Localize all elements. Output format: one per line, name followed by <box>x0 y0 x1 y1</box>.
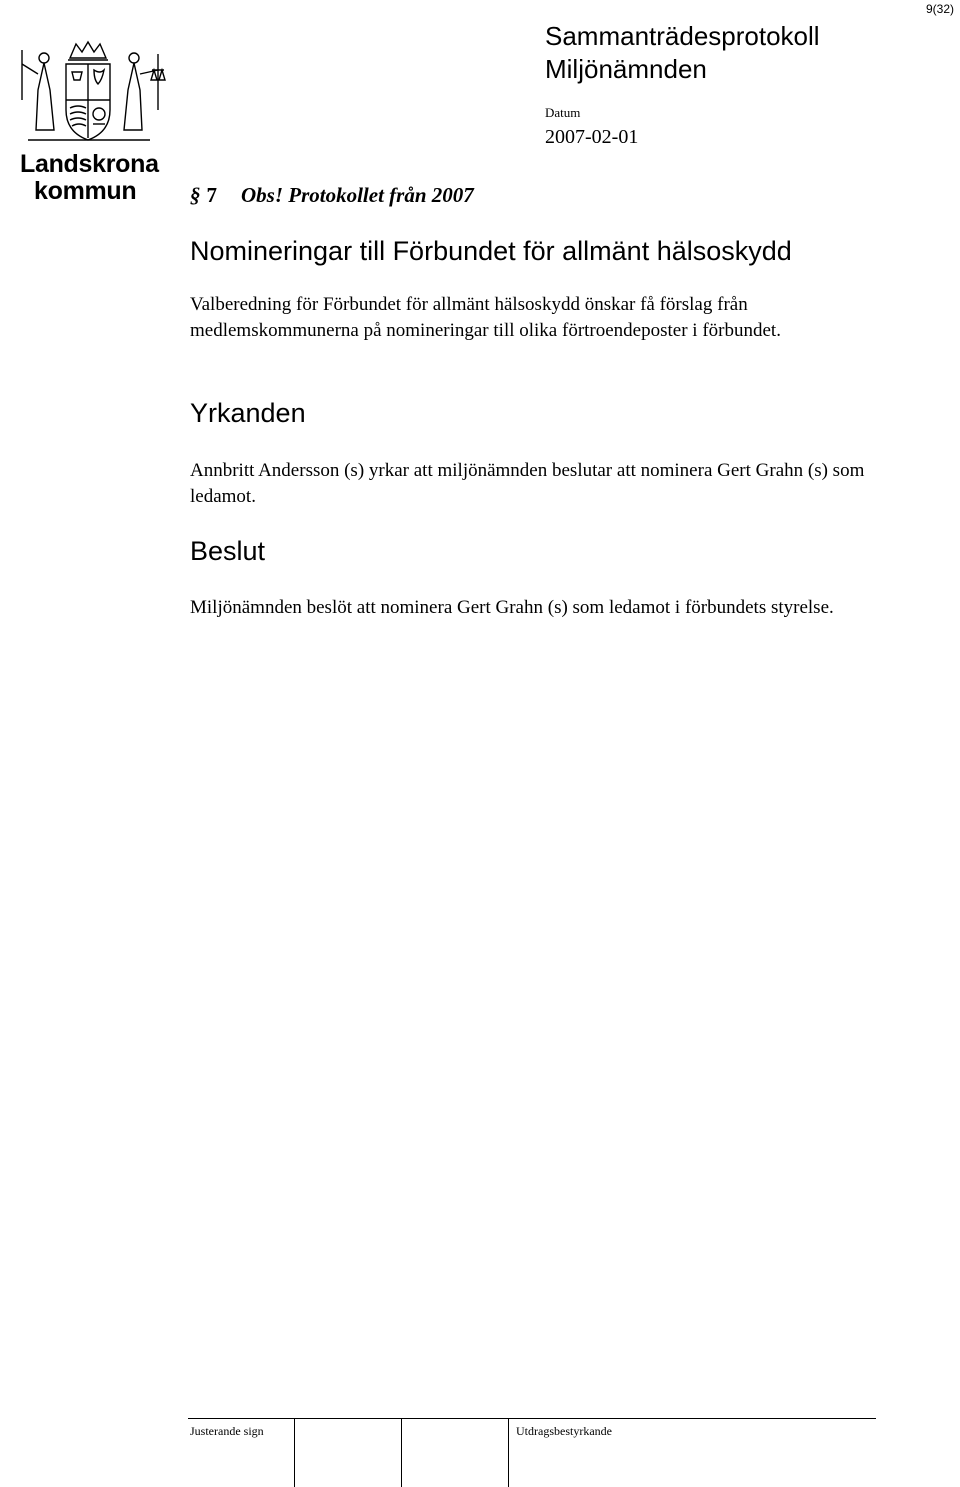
committee-name: Miljönämnden <box>545 54 707 84</box>
footer-divider <box>508 1418 509 1487</box>
footer-divider <box>401 1418 402 1487</box>
sign-label: Justerande sign <box>190 1424 264 1438</box>
extract-label: Utdragsbestyrkande <box>516 1424 612 1438</box>
page-number: 9(32) <box>925 2 954 16</box>
claims-heading: Yrkanden <box>190 398 306 428</box>
logo-text-line2: kommun <box>34 177 137 205</box>
document-type: Sammanträdesprotokoll <box>545 21 820 51</box>
decision-heading: Beslut <box>190 536 266 566</box>
footer-rule <box>188 1418 876 1419</box>
footer-divider <box>294 1418 295 1487</box>
decision-paragraph: Miljönämnden beslöt att nominera Gert Grahn (s) som ledamot i förbundets styrelse. <box>190 597 834 618</box>
claims-paragraph: Annbritt Andersson (s) yrkar att miljönämnden beslutar att nominera Gert Grahn (s) som ledamot. <box>190 460 865 507</box>
logo-text-line1: Landskrona <box>20 150 159 178</box>
date-label: Datum <box>545 105 581 120</box>
date-value: 2007-02-01 <box>545 126 639 148</box>
section-note: Obs! Protokollet från 2007 <box>241 183 474 207</box>
section-symbol: § <box>190 183 201 207</box>
coat-of-arms-icon <box>8 40 178 150</box>
item-title: Nomineringar till Förbundet för allmänt hälsoskydd <box>190 236 792 266</box>
intro-paragraph: Valberedning för Förbundet för allmänt hälsoskydd önskar få förslag från medlemskommunerna på nomineringar till olika förtroendeposter i förbundet. <box>190 294 781 341</box>
section-heading <box>190 183 474 208</box>
section-number: 7 <box>206 183 217 207</box>
